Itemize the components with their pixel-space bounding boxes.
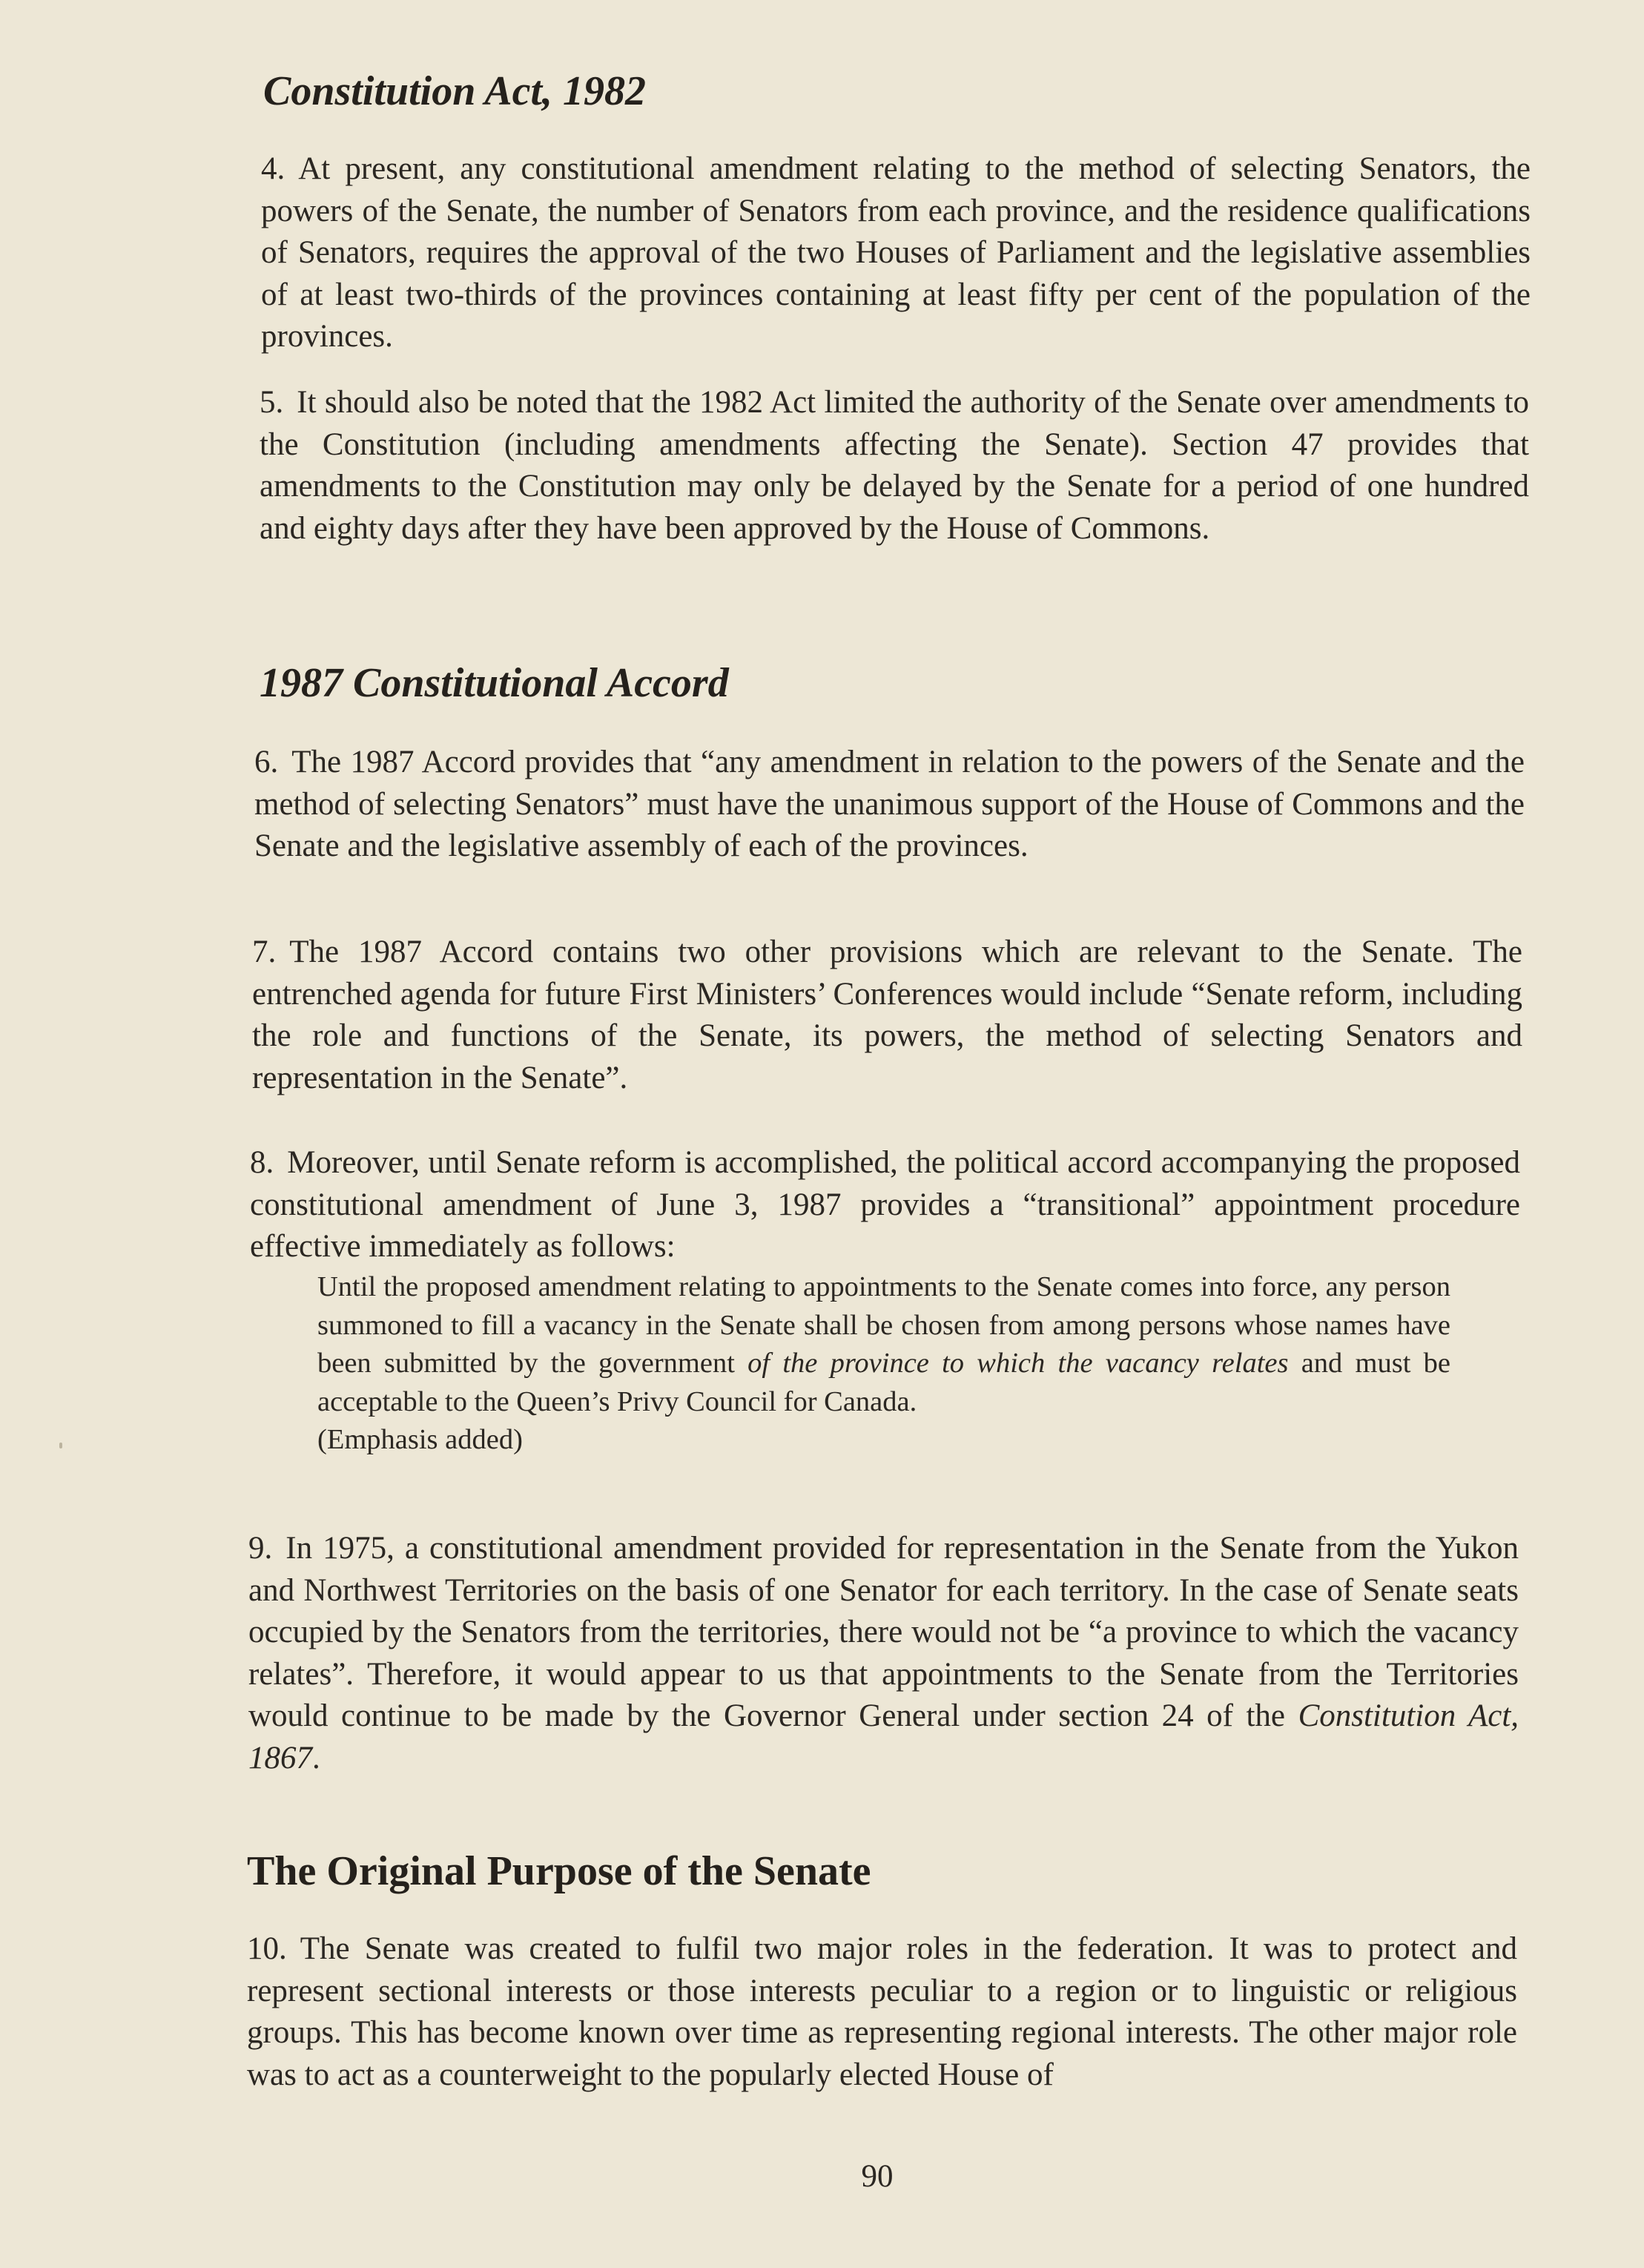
- paragraph-text: Moreover, until Senate reform is accomplished, the political accord accompanying the proposed constitutional amendment of June 3, 1987 provides a “transitional” appointment procedure effective immediately as follows:: [250, 1145, 1520, 1264]
- paragraph-4: [261, 148, 1531, 358]
- page-number: 90: [861, 2159, 894, 2194]
- paragraph-number: 10.: [247, 1931, 287, 1966]
- paragraph-10: [247, 1928, 1517, 2096]
- quote-note: (Emphasis added): [317, 1424, 523, 1455]
- paragraph-text: The 1987 Accord provides that “any amendment in relation to the powers of the Senate and the method of selecting Senators” must have the unanimous support of the House of Commons and the Senate and the legislative assembly of each of the provinces.: [254, 745, 1525, 863]
- paragraph-text: The 1987 Accord contains two other provisions which are relevant to the Senate. The entrenched agenda for future First Ministers’ Conferences would include “Senate reform, including the role and functions of the Senate, its powers, the method of selecting Senators and representation in the Senate”.: [252, 934, 1522, 1095]
- quote-emphasis: of the province to which the vacancy relates: [747, 1348, 1289, 1379]
- paragraph-text: The Senate was created to fulfil two major roles in the federation. It was to protect and represent sectional interests or those interests peculiar to a region or to linguistic or religious groups. This has become known over time as representing regional interests. The other major role was to act as a counterweight to the popularly elected House of: [247, 1931, 1517, 2092]
- quote-text: Until the proposed amendment relating to appointments to the Senate comes into force, any person summoned to fill a vacancy in the Senate shall be chosen from among persons whose names have been submitted by the government: [317, 1271, 1450, 1379]
- paper-speck: [59, 1443, 62, 1448]
- section-heading-1987-constitutional-accord: 1987 Constitutional Accord: [260, 660, 729, 706]
- paragraph-number: 8.: [250, 1145, 274, 1180]
- block-quote: [317, 1268, 1450, 1460]
- paragraph-text: At present, any constitutional amendment relating to the method of selecting Senators, the powers of the Senate, the number of Senators from each province, and the residence qualifications of Senators, requires the approval of the two Houses of Parliament and the legislative assemblies of at least two-thirds of the provinces containing at least fifty per cent of the population of the provinces.: [261, 151, 1531, 354]
- paragraph-5: [260, 382, 1529, 550]
- paragraph-8: [250, 1142, 1520, 1268]
- paragraph-6: [254, 742, 1525, 868]
- paragraph-text: In 1975, a constitutional amendment provided for representation in the Senate from the Yukon and Northwest Territories on the basis of one Senator for each territory. In the case of Senate seats occupied by the Senators from the territories, there would not be “a province to which the vacancy relates”. Therefore, it would appear to us that appointments to the Senate from the Territories would continue to be made by the Governor General under section 24 of the: [248, 1531, 1519, 1733]
- paragraph-number: 4.: [261, 151, 285, 186]
- paragraph-7: [252, 932, 1522, 1099]
- paragraph-number: 9.: [248, 1531, 273, 1566]
- quote-text-end: and must be acceptable to the Queen’s Privy Council for Canada.: [317, 1348, 1450, 1417]
- paragraph-text: It should also be noted that the 1982 Act limited the authority of the Senate over amendments to the Constitution (including amendments affecting the Senate). Section 47 provides that amendments to the Constitution may only be delayed by the Senate for a period of one hundred and eighty days after they have been approved by the House of Commons.: [260, 385, 1529, 546]
- paragraph-9: [248, 1528, 1519, 1779]
- paragraph-number: 5.: [260, 385, 284, 420]
- paragraph-text-italic: Constitution Act, 1867: [248, 1698, 1519, 1776]
- paragraph-number: 7.: [252, 934, 277, 969]
- section-heading-original-purpose: The Original Purpose of the Senate: [247, 1848, 871, 1894]
- section-heading-constitution-act-1982: Constitution Act, 1982: [263, 68, 647, 114]
- paragraph-number: 6.: [254, 745, 279, 779]
- paragraph-text-end: .: [312, 1740, 320, 1776]
